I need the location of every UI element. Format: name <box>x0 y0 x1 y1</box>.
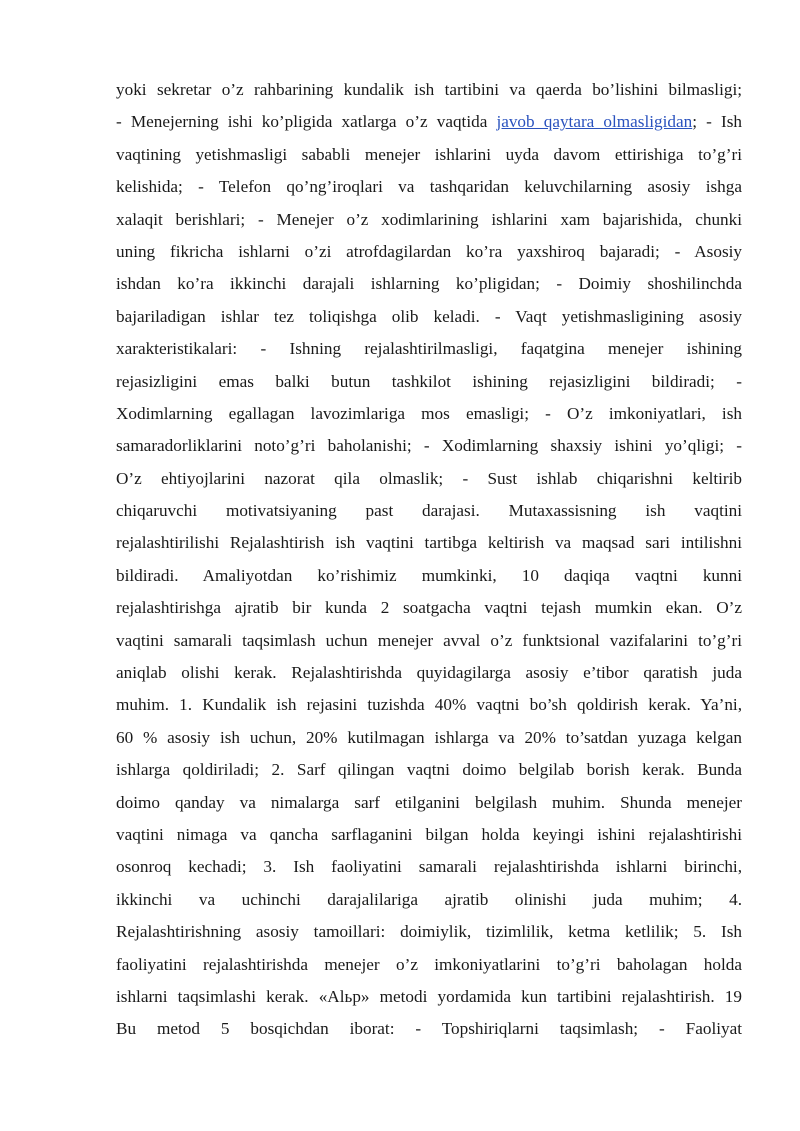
text-line: vaqtini samarali taqsimlash uchun menejer avval o’z funktsional vazifalarini to’g’ri <box>116 630 742 650</box>
text-line: aniqlab olishi kerak. Rejalashtirishda quyidagilarga asosiy e’tibor qaratish juda <box>116 663 742 683</box>
text-line: ishdan ko’ra ikkinchi darajali ishlarning ko’pligidan; - Doimiy shoshilinchda <box>116 274 742 294</box>
text-line: xarakteristikalari: - Ishning rejalashtirilmasligi, faqatgina menejer ishining <box>116 339 742 359</box>
text-line: uning fikricha ishlarni o’zi atrofdagilardan ko’ra yaxshiroq bajaradi; - Asosiy <box>116 241 742 261</box>
text-line: vaqtini nimaga va qancha sarflaganini bilgan holda keyingi ishini rejalashtirishi <box>116 824 742 844</box>
text-line: ishlarni taqsimlashi kerak. «Alьp» metodi yordamida kun tartibini rejalashtirish. 19 <box>116 986 742 1006</box>
text-line: bajariladigan ishlar tez toliqishga olib keladi. - Vaqt yetishmasligining asosiy <box>116 306 742 326</box>
text-line <box>116 106 742 138</box>
text-line: rejalashtirilishi Rejalashtirish ish vaqtini tartibga keltirish va maqsad sari intilishni <box>116 533 742 553</box>
text-line: xalaqit berishlari; - Menejer o’z xodimlarining ishlarini xam bajarishida, chunki <box>116 209 742 229</box>
text-line: Rejalashtirishning asosiy tamoillari: doimiylik, tizimlilik, ketma ketlilik; 5. Ish <box>116 922 742 942</box>
text-line: ikkinchi va uchinchi darajalilariga ajratib olinishi juda muhim; 4. <box>116 889 742 909</box>
text-line: Xodimlarning egallagan lavozimlariga mos emasligi; - O’z imkoniyatlari, ish <box>116 403 742 423</box>
text-line: vaqtining yetishmasligi sababli menejer ishlarini uyda davom ettirishiga to’g’ri <box>116 144 742 164</box>
text-line: kelishida; - Telefon qo’ng’iroqlari va tashqaridan keluvchilarning asosiy ishga <box>116 177 742 197</box>
document-body <box>116 74 742 1046</box>
text-line: ishlarga qoldiriladi; 2. Sarf qilingan vaqtni doimo belgilab borish kerak. Bunda <box>116 760 742 780</box>
text-line: 60 % asosiy ish uchun, 20% kutilmagan ishlarga va 20% to’satdan yuzaga kelgan <box>116 727 742 747</box>
text-line: bildiradi. Amaliyotdan ko’rishimiz mumkinki, 10 daqiqa vaqtni kunni <box>116 565 742 585</box>
text-line: faoliyatini rejalashtirishda menejer o’z imkoniyatlarini to’g’ri baholagan holda <box>116 954 742 974</box>
text-line: rejalashtirishga ajratib bir kunda 2 soatgacha vaqtni tejash mumkin ekan. O’z <box>116 598 742 618</box>
text-segment: - Menejerning ishi ko’pligida xatlarga o’z vaqtida <box>116 112 497 132</box>
hyperlink[interactable]: javob qaytara olmasligidan <box>496 112 693 132</box>
text-line: muhim. 1. Kundalik ish rejasini tuzishda 40% vaqtni bo’sh qoldirish kerak. Ya’ni, <box>116 695 742 715</box>
text-line: chiqaruvchi motivatsiyaning past darajasi. Mutaxassisning ish vaqtini <box>116 501 742 521</box>
text-line: doimo qanday va nimalarga sarf etilganini belgilash muhim. Shunda menejer <box>116 792 742 812</box>
text-line: osonroq kechadi; 3. Ish faoliyatini samarali rejalashtirishda ishlarni birinchi, <box>116 857 742 877</box>
text-segment: ; - Ish <box>692 112 742 132</box>
text-line: yoki sekretar o’z rahbarining kundalik ish tartibini va qaerda bo’lishini bilmasligi; <box>116 80 742 99</box>
text-line: rejasizligini emas balki butun tashkilot ishining rejasizligini bildiradi; - <box>116 371 742 391</box>
text-line: Bu metod 5 bosqichdan iborat: - Topshiriqlarni taqsimlash; - Faoliyat <box>116 1019 742 1039</box>
text-line: samaradorliklarini noto’g’ri baholanishi; - Xodimlarning shaxsiy ishini yo’qligi; - <box>116 436 742 456</box>
text-line: O’z ehtiyojlarini nazorat qila olmaslik; - Sust ishlab chiqarishni keltirib <box>116 468 742 488</box>
